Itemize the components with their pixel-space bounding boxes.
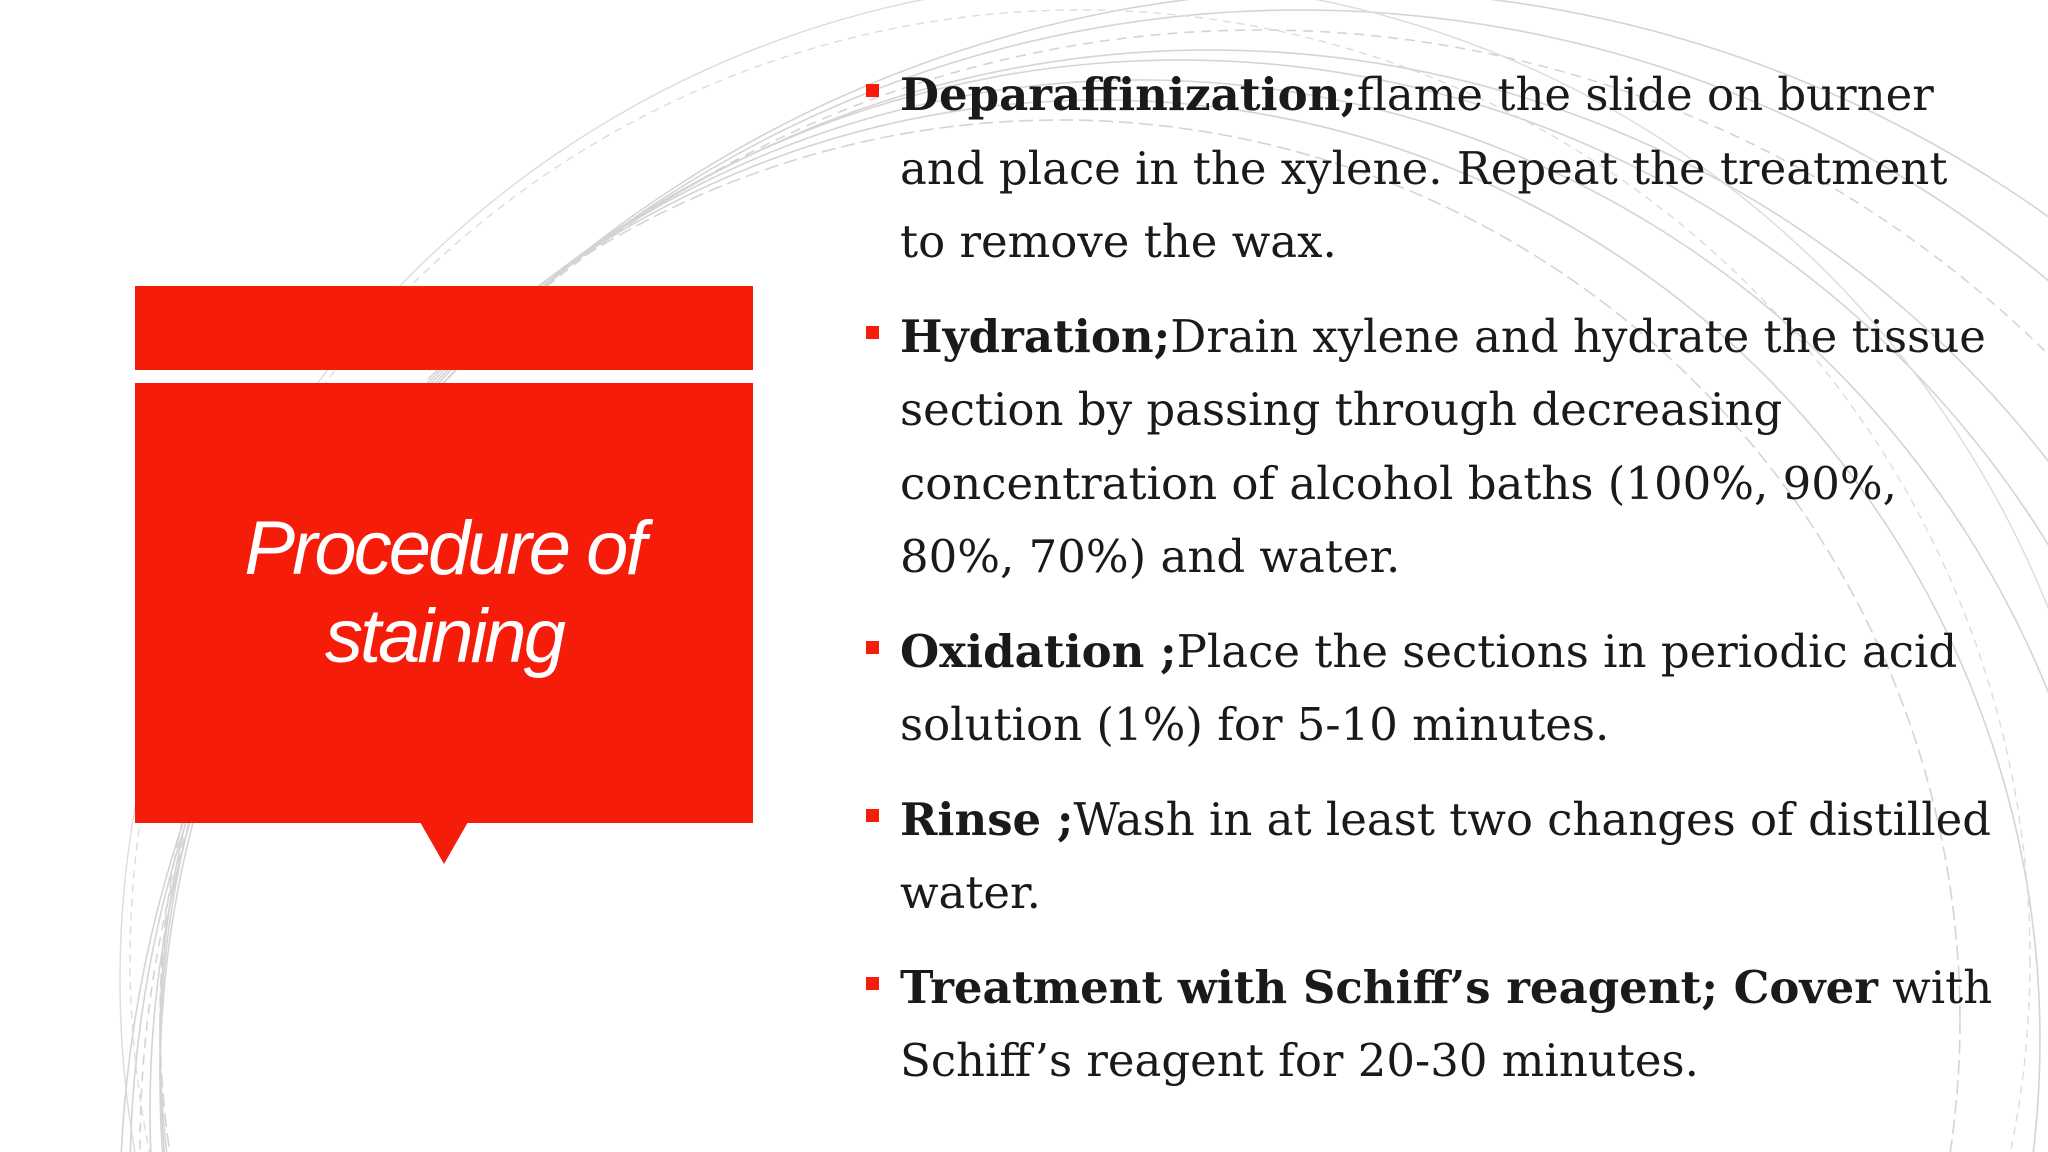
slide-title: [164, 505, 724, 681]
step-text: flame the slide on burner and place in the xylene. Repeat the treatment to remove the wax.: [900, 68, 1948, 268]
list-item: [860, 58, 2000, 279]
step-term: Hydration;: [900, 309, 1171, 363]
step-term: Rinse ;: [900, 792, 1074, 846]
slide-title-line-1: Procedure of: [244, 506, 644, 591]
bullet-list: [860, 58, 2000, 1098]
square-bullet-icon: [866, 326, 879, 339]
square-bullet-icon: [866, 809, 879, 822]
step-text: Drain xylene and hydrate the tissue section by passing through decreasing concentration of alcohol baths (100%, 90%, 80%, 70%) and water.: [900, 309, 1986, 583]
list-item: [860, 783, 2000, 930]
step-term: Oxidation ;: [900, 624, 1177, 678]
step-text: Wash in at least two changes of distilled water.: [900, 792, 1992, 919]
title-accent-bar: [135, 286, 753, 370]
square-bullet-icon: [866, 977, 879, 990]
square-bullet-icon: [866, 641, 879, 654]
step-term: Treatment with Schiff’s reagent; Cover: [900, 960, 1878, 1014]
title-callout-box: [135, 383, 753, 823]
slide-title-line-2: staining: [325, 594, 563, 679]
step-text: with Schiff’s reagent for 20-30 minutes.: [900, 960, 1993, 1087]
step-term: Deparaffinization;: [900, 68, 1357, 121]
callout-pointer: [420, 822, 468, 864]
list-item: [860, 300, 2000, 594]
step-text: Place the sections in periodic acid solution (1%) for 5-10 minutes.: [900, 624, 1958, 751]
procedure-steps: [860, 58, 2000, 1119]
square-bullet-icon: [866, 84, 879, 97]
list-item: [860, 951, 2000, 1098]
list-item: [860, 615, 2000, 762]
